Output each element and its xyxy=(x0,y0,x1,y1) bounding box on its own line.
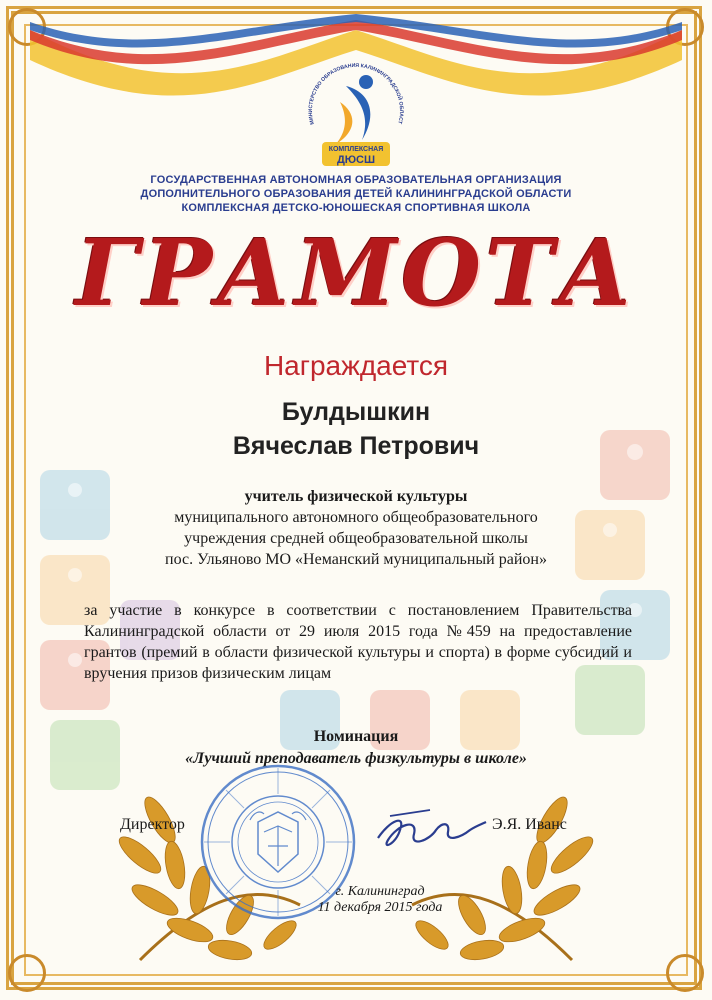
recipient-surname: Булдышкин xyxy=(281,398,431,426)
org-line-3: КОМПЛЕКСНАЯ ДЕТСКО-ЮНОШЕСКАЯ СПОРТИВНАЯ ШКОЛА xyxy=(181,202,531,214)
nomination-value: «Лучший преподаватель физкультуры в школе» xyxy=(185,750,527,767)
director-signature xyxy=(370,800,490,860)
recipient-given-names: Вячеслав Петрович xyxy=(232,432,480,460)
position-line-3: учреждения средней общеобразовательной школы xyxy=(184,530,528,547)
issue-date: 11 декабря 2015 года xyxy=(317,900,443,915)
nomination-label: Номинация xyxy=(313,728,399,745)
position-line-2: муниципального автономного общеобразовательного xyxy=(174,509,538,526)
issue-place: г. Калининград xyxy=(335,884,425,899)
logo-badge-main: ДЮСШ xyxy=(336,154,376,166)
logo-badge-top: КОМПЛЕКСНАЯ xyxy=(328,146,384,153)
award-reason-text: за участие в конкурсе в соответствии с постановлением Правительства Калининградской области от 29 июля 2015 года №459 на предоставление грантов (премий в области физической культуры и спорта) в форме субсидий и вручения призов физическим лицам xyxy=(84,602,632,682)
logo-arc-text: МИНИСТЕРСТВО ОБРАЗОВАНИЯ КАЛИНИНГРАДСКОЙ ОБЛАСТ xyxy=(307,62,405,126)
awarded-label: Награждается xyxy=(263,350,449,381)
position-line-4: пос. Ульяново МО «Неманский муниципальный район» xyxy=(165,551,547,568)
position-line-1: учитель физической культуры xyxy=(244,488,468,505)
director-name: Э.Я. Иванс xyxy=(492,816,567,833)
director-label: Директор xyxy=(120,816,185,833)
org-line-1: ГОСУДАРСТВЕННАЯ АВТОНОМНАЯ ОБРАЗОВАТЕЛЬНАЯ ОРГАНИЗАЦИЯ xyxy=(150,174,562,186)
org-line-2: ДОПОЛНИТЕЛЬНОГО ОБРАЗОВАНИЯ ДЕТЕЙ КАЛИНИНГРАДСКОЙ ОБЛАСТИ xyxy=(140,188,572,200)
certificate-title: ГРАМОТА xyxy=(75,219,637,327)
